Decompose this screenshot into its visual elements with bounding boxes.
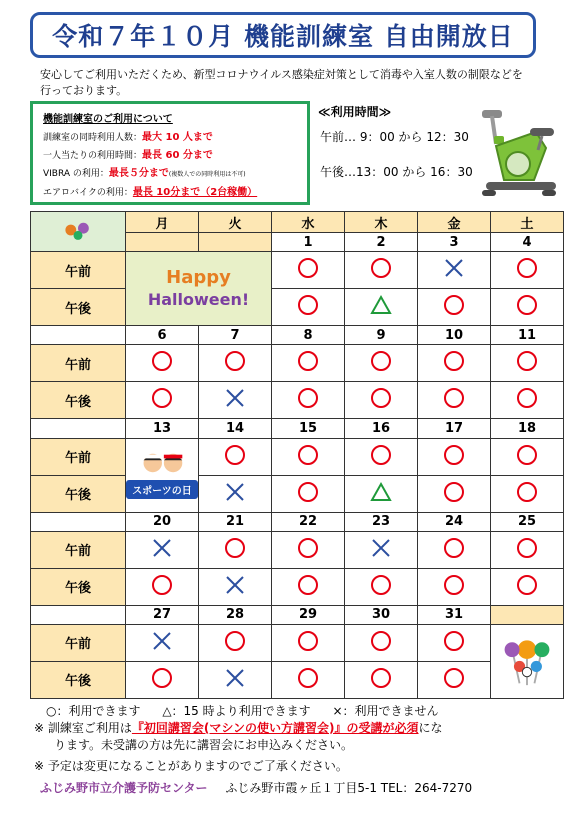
available-circle-icon <box>370 630 392 652</box>
slot-cell <box>345 382 418 419</box>
slot-cell <box>491 568 564 605</box>
available-circle-icon <box>443 537 465 559</box>
date-cell: 8 <box>272 326 345 345</box>
slot-cell <box>345 475 418 512</box>
pm-row <box>31 475 564 512</box>
slot-cell <box>199 475 272 512</box>
date-cell: 21 <box>199 512 272 531</box>
halloween-image <box>126 252 272 326</box>
day-header: 火 <box>199 212 272 233</box>
pm-label: 午後 <box>31 475 126 512</box>
slot-cell <box>272 289 345 326</box>
day-header-row <box>31 212 564 233</box>
available-circle-icon <box>151 574 173 596</box>
slot-cell <box>199 345 272 382</box>
slot-cell <box>272 624 345 661</box>
date-cell <box>199 233 272 252</box>
available-circle-icon <box>516 350 538 372</box>
slot-cell <box>199 568 272 605</box>
note-training-required <box>34 720 564 754</box>
am-row <box>31 531 564 568</box>
info-row-label: 訓練室の同時利用人数： <box>43 133 143 143</box>
lollipops-icon <box>499 631 555 687</box>
halloween-text-line2: Halloween! <box>147 289 250 309</box>
hours-pm: 午後…13：00 から 16：30 <box>320 165 473 179</box>
afternoon-triangle-icon <box>370 481 392 503</box>
available-circle-icon <box>224 537 246 559</box>
date-cell: 14 <box>199 419 272 438</box>
title-banner <box>30 12 536 58</box>
info-row-note: (複数人での同時利用は不可) <box>168 171 246 178</box>
available-circle-icon <box>151 667 173 689</box>
available-circle-icon <box>443 481 465 503</box>
available-circle-icon <box>516 294 538 316</box>
date-cell: 11 <box>491 326 564 345</box>
slot-cell <box>272 475 345 512</box>
date-cell: 28 <box>199 605 272 624</box>
date-row-blank <box>31 605 126 624</box>
available-circle-icon <box>443 350 465 372</box>
available-circle-icon <box>297 667 319 689</box>
footer <box>40 779 472 796</box>
date-cell: 22 <box>272 512 345 531</box>
available-circle-icon <box>516 387 538 409</box>
unavailable-cross-icon <box>224 481 246 503</box>
available-circle-icon <box>443 630 465 652</box>
available-circle-icon <box>370 387 392 409</box>
slot-cell <box>126 624 199 661</box>
athletes-icon <box>133 451 191 475</box>
date-cell: 17 <box>418 419 491 438</box>
slot-cell <box>491 475 564 512</box>
slot-cell <box>272 568 345 605</box>
am-row <box>31 438 564 475</box>
hours-am: 午前… 9：00 から 12：30 <box>320 130 469 144</box>
available-circle-icon <box>370 257 392 279</box>
slot-cell <box>272 661 345 698</box>
date-cell: 6 <box>126 326 199 345</box>
candy-corner-icon <box>31 212 126 252</box>
slot-cell <box>418 252 491 289</box>
slot-cell <box>272 438 345 475</box>
calendar-table <box>30 211 564 699</box>
date-cell: 27 <box>126 605 199 624</box>
am-label: 午前 <box>31 438 126 475</box>
unavailable-cross-icon <box>370 537 392 559</box>
date-cell: 1 <box>272 233 345 252</box>
unavailable-cross-icon <box>151 537 173 559</box>
date-cell: 25 <box>491 512 564 531</box>
slot-cell <box>491 382 564 419</box>
date-cell: 30 <box>345 605 418 624</box>
day-header: 木 <box>345 212 418 233</box>
note-line2: ります。未受講の方は先に講習会にお申込みください。 <box>54 738 354 752</box>
available-circle-icon <box>516 481 538 503</box>
unavailable-cross-icon <box>443 257 465 279</box>
info-row-label: 一人当たりの利用時間： <box>43 151 143 161</box>
slot-cell <box>345 624 418 661</box>
available-circle-icon <box>516 574 538 596</box>
date-cell: 16 <box>345 419 418 438</box>
slot-cell <box>345 289 418 326</box>
candy-image <box>491 624 564 698</box>
available-circle-icon <box>370 667 392 689</box>
legend-circle: ○：利用できます <box>46 704 141 718</box>
slot-cell <box>491 289 564 326</box>
am-label: 午前 <box>31 531 126 568</box>
usage-info-box <box>30 101 310 205</box>
date-cell <box>491 605 564 624</box>
am-label: 午前 <box>31 624 126 661</box>
legend-cross: ×：利用できません <box>332 704 439 718</box>
date-cell: 24 <box>418 512 491 531</box>
slot-cell <box>491 345 564 382</box>
date-cell: 10 <box>418 326 491 345</box>
pm-row <box>31 289 564 326</box>
date-row <box>31 419 564 438</box>
pm-label: 午後 <box>31 568 126 605</box>
am-label: 午前 <box>31 345 126 382</box>
slot-cell <box>272 252 345 289</box>
slot-cell <box>491 438 564 475</box>
available-circle-icon <box>443 387 465 409</box>
pm-row <box>31 568 564 605</box>
pm-label: 午後 <box>31 382 126 419</box>
slot-cell <box>199 438 272 475</box>
slot-cell <box>126 382 199 419</box>
date-cell: 2 <box>345 233 418 252</box>
slot-cell <box>345 568 418 605</box>
slot-cell <box>345 661 418 698</box>
note-schedule-change: ※ 予定は変更になることがありますのでご了承ください。 <box>34 759 348 773</box>
unavailable-cross-icon <box>224 667 246 689</box>
slot-cell <box>418 289 491 326</box>
available-circle-icon <box>224 350 246 372</box>
slot-cell <box>345 345 418 382</box>
slot-cell <box>345 252 418 289</box>
available-circle-icon <box>516 537 538 559</box>
date-cell: 13 <box>126 419 199 438</box>
halloween-text-line1: Happy <box>166 266 231 288</box>
available-circle-icon <box>297 481 319 503</box>
info-row-aerobike <box>43 184 297 202</box>
available-circle-icon <box>297 350 319 372</box>
slot-cell <box>126 661 199 698</box>
slot-cell <box>491 252 564 289</box>
info-row-time-limit <box>43 147 297 165</box>
date-cell: 23 <box>345 512 418 531</box>
available-circle-icon <box>297 537 319 559</box>
slot-cell <box>418 531 491 568</box>
am-row <box>31 252 564 289</box>
note-prefix: ※ 訓練室ご利用は <box>34 721 132 735</box>
day-header: 金 <box>418 212 491 233</box>
available-circle-icon <box>151 350 173 372</box>
am-row <box>31 345 564 382</box>
slot-cell <box>199 382 272 419</box>
slot-cell <box>199 624 272 661</box>
footer-address: ふじみ野市霞ヶ丘１丁目5-1 TEL：264-7270 <box>225 781 473 795</box>
slot-cell <box>272 345 345 382</box>
date-row <box>31 605 564 624</box>
date-row-blank <box>31 512 126 531</box>
slot-cell <box>418 568 491 605</box>
footer-org: ふじみ野市立介護予防センター <box>40 781 208 795</box>
available-circle-icon <box>370 574 392 596</box>
info-row-label: VIBRA の利用： <box>43 169 109 179</box>
pm-label: 午後 <box>31 289 126 326</box>
available-circle-icon <box>297 444 319 466</box>
available-circle-icon <box>370 350 392 372</box>
slot-cell <box>126 531 199 568</box>
date-cell: 31 <box>418 605 491 624</box>
date-cell: 20 <box>126 512 199 531</box>
available-circle-icon <box>443 294 465 316</box>
slot-cell <box>418 624 491 661</box>
slot-cell <box>345 438 418 475</box>
info-row-capacity <box>43 129 297 147</box>
available-circle-icon <box>224 444 246 466</box>
slot-cell <box>272 531 345 568</box>
slot-cell <box>345 531 418 568</box>
info-row-value: 最長 60 分まで <box>142 150 213 161</box>
date-cell: 29 <box>272 605 345 624</box>
info-row-label: エアロバイクの利用： <box>43 188 133 198</box>
slot-cell <box>199 531 272 568</box>
slot-cell <box>126 345 199 382</box>
date-cell: 4 <box>491 233 564 252</box>
unavailable-cross-icon <box>151 630 173 652</box>
date-row-blank <box>31 419 126 438</box>
unavailable-cross-icon <box>224 574 246 596</box>
available-circle-icon <box>151 387 173 409</box>
date-cell: 9 <box>345 326 418 345</box>
exercise-bike-icon <box>476 108 562 200</box>
note-suffix: にな <box>418 721 443 735</box>
legend-triangle: △：15 時より利用できます <box>162 704 311 718</box>
available-circle-icon <box>443 444 465 466</box>
am-label: 午前 <box>31 252 126 289</box>
afternoon-triangle-icon <box>370 294 392 316</box>
slot-cell <box>418 345 491 382</box>
available-circle-icon <box>370 444 392 466</box>
legend <box>46 702 439 719</box>
date-cell: 7 <box>199 326 272 345</box>
date-cell: 18 <box>491 419 564 438</box>
info-row-vibra <box>43 165 297 184</box>
sports-day-label: スポーツの日 <box>126 480 198 499</box>
available-circle-icon <box>224 630 246 652</box>
pm-row <box>31 661 564 698</box>
unavailable-cross-icon <box>224 387 246 409</box>
available-circle-icon <box>516 257 538 279</box>
date-cell: 3 <box>418 233 491 252</box>
slot-cell <box>418 382 491 419</box>
info-row-value: 最大 10 人まで <box>142 132 213 143</box>
available-circle-icon <box>443 574 465 596</box>
pm-label: 午後 <box>31 661 126 698</box>
note-required-text: 『初回講習会(マシンの使い方講習会)』の受講が必須 <box>131 721 419 735</box>
hours-title: ≪利用時間≫ <box>318 105 392 119</box>
available-circle-icon <box>297 574 319 596</box>
date-row-blank <box>31 326 126 345</box>
sports-day-image <box>126 438 199 512</box>
page-title: 令和７年１０月 機能訓練室 自由開放日 <box>52 22 514 51</box>
available-circle-icon <box>443 667 465 689</box>
info-row-value: 最長 10分まで（2台稼働） <box>132 187 258 198</box>
day-header: 土 <box>491 212 564 233</box>
date-row <box>31 326 564 345</box>
day-header: 月 <box>126 212 199 233</box>
date-cell: 15 <box>272 419 345 438</box>
available-circle-icon <box>297 294 319 316</box>
info-row-value: 最長５分まで <box>108 168 169 179</box>
slot-cell <box>199 661 272 698</box>
am-row <box>31 624 564 661</box>
slot-cell <box>418 661 491 698</box>
slot-cell <box>418 475 491 512</box>
available-circle-icon <box>297 630 319 652</box>
pm-row <box>31 382 564 419</box>
usage-info-title: 機能訓練室のご利用について <box>43 114 173 125</box>
date-cell <box>126 233 199 252</box>
slot-cell <box>491 531 564 568</box>
slot-cell <box>418 438 491 475</box>
intro-text: 安心してご利用いただくため、新型コロナウイルス感染症対策として消毒や入室人数の制限などを行っております。 <box>40 68 523 97</box>
slot-cell <box>272 382 345 419</box>
available-circle-icon <box>516 444 538 466</box>
available-circle-icon <box>297 257 319 279</box>
available-circle-icon <box>297 387 319 409</box>
day-header: 水 <box>272 212 345 233</box>
slot-cell <box>126 568 199 605</box>
date-row <box>31 512 564 531</box>
